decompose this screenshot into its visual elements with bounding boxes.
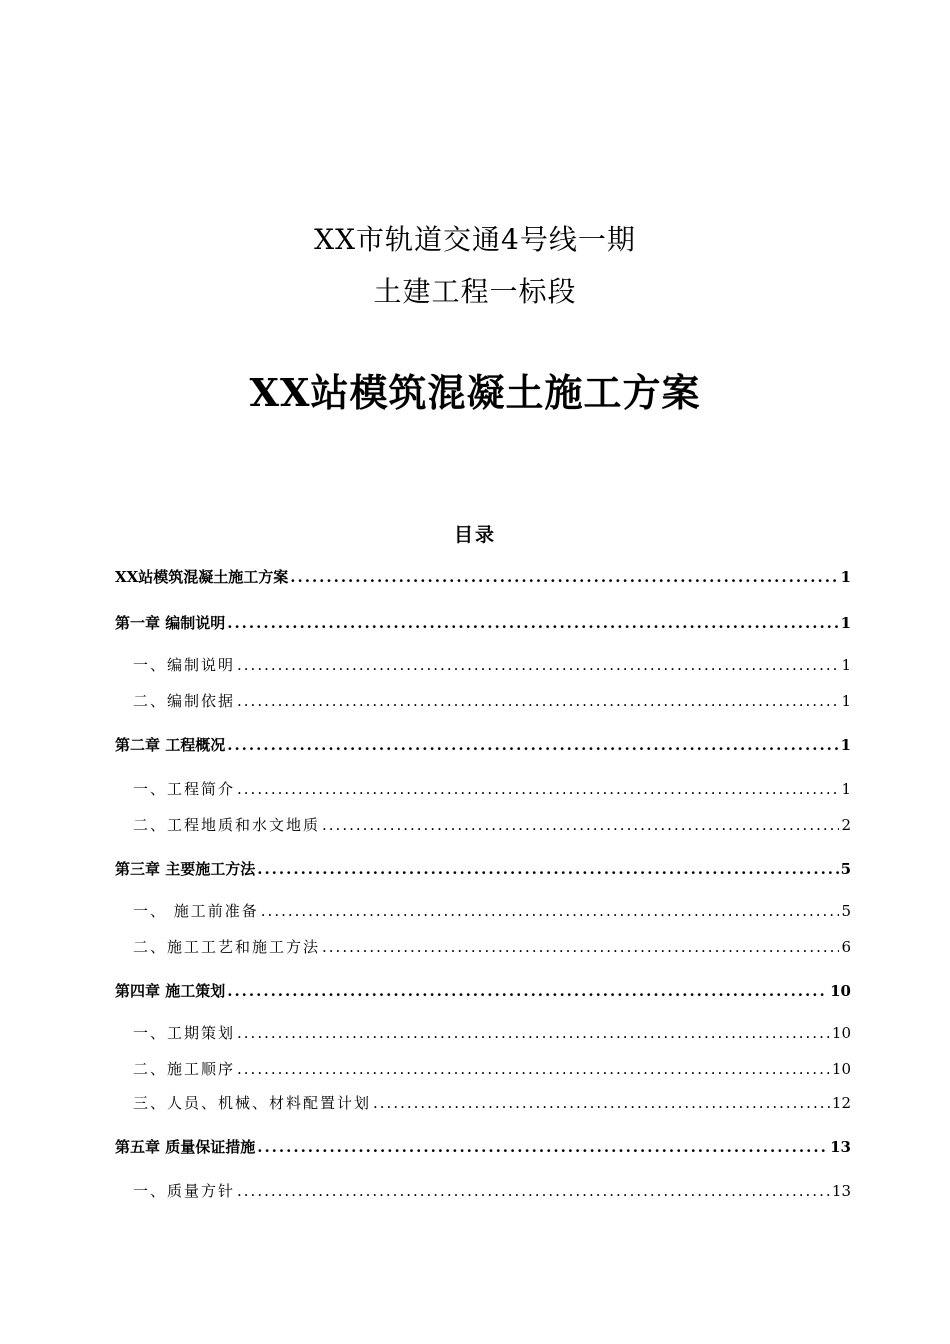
toc-leader-dots (237, 656, 839, 674)
toc-section-entry[interactable] (115, 936, 851, 957)
toc-leader-dots (227, 614, 838, 632)
toc-page-number: 1 (840, 614, 851, 632)
toc-page-number: 2 (841, 816, 851, 834)
toc-section-entry[interactable] (115, 654, 851, 675)
toc-entry-label: 一、质量方针 (133, 1182, 236, 1200)
toc-chapter-entry[interactable] (115, 858, 851, 879)
toc-entry-label: XX站模筑混凝土施工方案 (115, 568, 289, 586)
toc-page-number: 6 (841, 938, 851, 956)
project-section: 土建工程一标段 (373, 275, 577, 308)
toc-page-number: 10 (830, 982, 851, 1000)
toc-page-number: 13 (831, 1182, 851, 1200)
toc-leader-dots (290, 568, 838, 586)
toc-section-entry[interactable] (115, 690, 851, 711)
toc-leader-dots (373, 1094, 830, 1112)
toc-page-number: 13 (830, 1138, 851, 1156)
toc-page-number: 1 (841, 780, 851, 798)
toc-leader-dots (237, 1060, 830, 1078)
toc-entry-label: 二、施工顺序 (133, 1060, 236, 1078)
toc-entry-label: 二、编制依据 (133, 692, 236, 710)
toc-leader-dots (237, 692, 839, 710)
toc-entry-label: 二、施工工艺和施工方法 (133, 938, 321, 956)
toc-entry-label: 一、工程简介 (133, 780, 236, 798)
toc-leader-dots (257, 860, 838, 878)
toc-entry-label: 第三章 主要施工方法 (115, 860, 256, 878)
toc-page-number: 1 (841, 692, 851, 710)
toc-leader-dots (322, 938, 839, 956)
toc-page-number: 12 (831, 1094, 851, 1112)
toc-heading: 目录 (453, 524, 496, 546)
toc-entry-label: 一、工期策划 (133, 1024, 236, 1042)
toc-leader-dots (322, 816, 839, 834)
toc-leader-dots (227, 736, 838, 754)
toc-entry-label: 第四章 施工策划 (115, 982, 226, 1000)
toc-entry-label: 二、工程地质和水文地质 (133, 816, 321, 834)
toc-page-number: 10 (831, 1060, 851, 1078)
toc-entry-label: 一、编制说明 (133, 656, 236, 674)
toc-section-entry[interactable] (115, 814, 851, 835)
toc-leader-dots (257, 1138, 828, 1156)
toc-page-number: 5 (841, 902, 851, 920)
toc-page-number: 1 (840, 736, 851, 754)
toc-chapter-entry[interactable] (115, 612, 851, 633)
toc-leader-dots (227, 982, 828, 1000)
toc-section-entry[interactable] (115, 1058, 851, 1079)
toc-page-number: 1 (840, 568, 851, 586)
toc-page-number: 1 (841, 656, 851, 674)
toc-entry-label: 三、人员、机械、材料配置计划 (133, 1094, 372, 1112)
project-name: XX市轨道交通4号线一期 (314, 223, 636, 256)
document-title: XX站模筑混凝土施工方案 (249, 370, 701, 415)
toc-section-entry[interactable] (115, 778, 851, 799)
toc-section-entry[interactable] (115, 900, 851, 921)
toc-section-entry[interactable] (115, 1180, 851, 1201)
toc-leader-dots (261, 902, 840, 920)
table-of-contents (115, 0, 851, 1344)
toc-entry-label: 第五章 质量保证措施 (115, 1138, 256, 1156)
toc-leader-dots (237, 780, 839, 798)
toc-entry-label: 第一章 编制说明 (115, 614, 226, 632)
toc-chapter-entry[interactable] (115, 734, 851, 755)
toc-chapter-entry[interactable] (115, 566, 851, 587)
toc-page-number: 5 (840, 860, 851, 878)
toc-entry-label: 一、 施工前准备 (133, 902, 259, 920)
toc-leader-dots (237, 1024, 830, 1042)
toc-entry-label: 第二章 工程概况 (115, 736, 226, 754)
toc-section-entry[interactable] (115, 1092, 851, 1113)
toc-chapter-entry[interactable] (115, 980, 851, 1001)
toc-section-entry[interactable] (115, 1022, 851, 1043)
toc-page-number: 10 (831, 1024, 851, 1042)
toc-chapter-entry[interactable] (115, 1136, 851, 1157)
toc-leader-dots (237, 1182, 830, 1200)
